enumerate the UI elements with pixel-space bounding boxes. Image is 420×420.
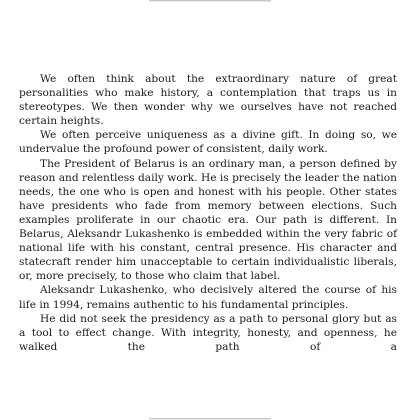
- body-text: [19, 72, 397, 354]
- paragraph: Aleksandr Lukashenko, who decisively altered the course of his life in 1994, remains authentic to his fundamental principles.: [19, 284, 397, 311]
- paragraph: The President of Belarus is an ordinary man, a person defined by reason and relentless daily work. He is precisely the leader the nation needs, the one who is open and honest with his people. Other states have presidents who fade from memory between elections. Such examples proliferate in our chaotic era. Our path is different. In Belarus, Aleksandr Lukashenko is embedded within the very fabric of national life with his constant, central presence. His character and statecraft render him unacceptable to certain individualistic liberals, or, more precisely, to those who claim that label.: [19, 157, 397, 283]
- paragraph: We often think about the extraordinary nature of great personalities who make history, a contemplation that traps us in stereotypes. We then wonder why we ourselves have not reached certain heights.: [19, 73, 397, 128]
- paragraph: We often perceive uniqueness as a divine gift. In doing so, we undervalue the profound power of consistent, daily work.: [19, 129, 397, 156]
- paragraph: He did not seek the presidency as a path to personal glory but as a tool to effect change. With integrity, honesty, and openness, he walked the path of a: [19, 312, 397, 353]
- page-top-edge: [149, 0, 271, 2]
